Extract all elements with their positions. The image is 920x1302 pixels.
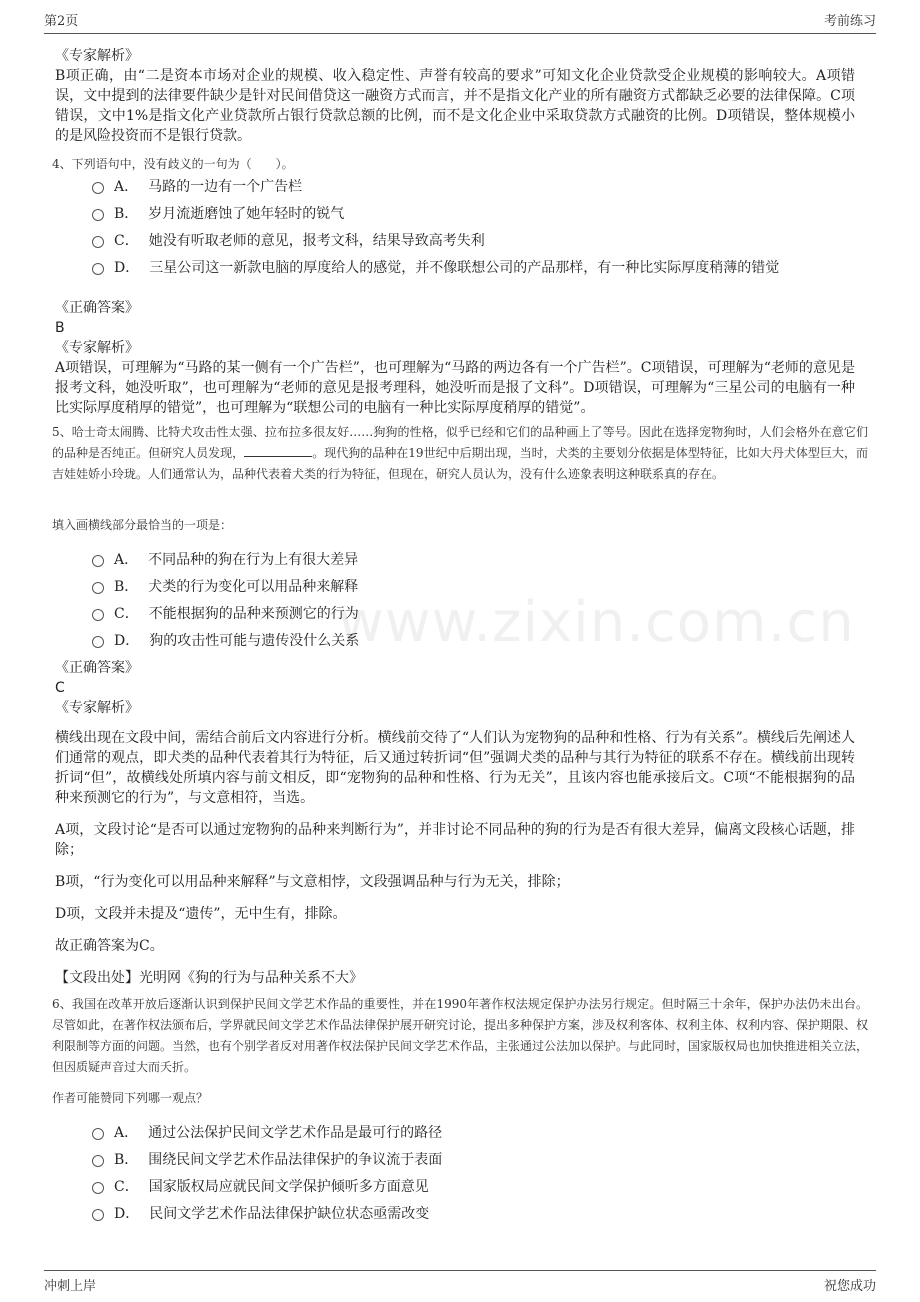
analysis-paragraph: B项，“行为变化可以用品种来解释”与文意相悖，文段强调品种与行为无关，排除； xyxy=(55,874,570,890)
q5-options xyxy=(92,545,852,653)
option-d[interactable]: D． 狗的攻击性可能与遗传没什么关系 xyxy=(92,626,852,653)
q6-prompt: 作者可能赞同下列哪一观点？ xyxy=(52,1091,209,1105)
option-d[interactable]: D． 三星公司这一新款电脑的厚度给人的感觉，并不像联想公司的产品那样，有一种比实际厚度稍薄的错觉 xyxy=(92,253,852,280)
radio-icon[interactable] xyxy=(92,209,104,221)
radio-icon[interactable] xyxy=(92,263,104,275)
option-a[interactable]: A． 马路的一边有一个广告栏 xyxy=(92,172,852,199)
q5-question: 5、哈士奇太闹腾、比特犬攻击性太强、拉布拉多很友好……狗狗的性格，似乎已经和它们的品种画上了等号。因此在选择宠物狗时，人们会格外在意它们的品种是否纯正。但研究人员发现， 。现代狗的品种在19世纪中后期出现，当时，犬类的主要划分依据是体型特征，比如大丹犬体型巨大，而吉娃娃娇小玲珑。人们通常认为，品种代表着犬类的行为特征，但现在，研究人员认为，没有什么迹象表明这种联系真的存在。 xyxy=(52,425,868,481)
watermark: www.zixin.com.cn xyxy=(338,590,855,655)
analysis-text: B项正确，由“二是资本市场对企业的规模、收入稳定性、声誉有较高的要求”可知文化企业贷款受企业规模的影响较大。A项错误，文中提到的法律要件缺少是针对民间借贷这一融资方式而言，并不是指文化产业的所有融资方式都缺乏必要的法律保障。C项错误，文中1%是指文化产业贷款所占银行贷款总额的比例，而不是文化企业中采取贷款方式融资的比例。D项错误，整体规模小的是风险投资而不是银行贷款。 xyxy=(55,68,855,144)
radio-icon[interactable] xyxy=(92,582,104,594)
radio-icon[interactable] xyxy=(92,609,104,621)
header-title: 考前练习 xyxy=(823,14,876,29)
radio-icon[interactable] xyxy=(92,1209,104,1221)
radio-icon[interactable] xyxy=(92,236,104,248)
analysis-paragraph: A项，文段讨论“是否可以通过宠物狗的品种来判断行为”，并非讨论不同品种的狗的行为是否有很大差异，偏离文段核心话题，排除； xyxy=(55,822,855,858)
analysis-paragraph: 横线出现在文段中间，需结合前后文内容进行分析。横线前交待了“人们认为宠物狗的品种和性格、行为有关系”。横线后先阐述人们通常的观点，即犬类的品种代表着其行为特征，后又通过转折词“但”强调犬类的品种与其行为特征的联系不存在。横线前出现转折词“但”，故横线处所填内容与前文相反，即“宠物狗的品种和性格、行为无关”，且该内容也能承接后文。C项“不能根据狗的品种来预测它的行为”，与文意相符，当选。 xyxy=(55,730,855,806)
analysis-text: A项错误，可理解为“马路的某一侧有一个广告栏”，也可理解为“马路的两边各有一个广告栏”。C项错误，可理解为“老师的意见是报考文科，她没听取”，也可理解为“老师的意见是报考理科，她没听而是报了文科”。D项错误，可理解为“三星公司的电脑有一种比实际厚度稍厚的错觉”，也可理解为“联想公司的电脑有一种比实际厚度稍厚的错觉”。 xyxy=(55,360,855,416)
answer-value: B xyxy=(55,320,65,336)
page-header xyxy=(44,10,876,34)
q4-question: 4、下列语句中，没有歧义的一句为（ ）。 xyxy=(52,157,294,171)
option-b[interactable]: B． 围绕民间文学艺术作品法律保护的争议流于表面 xyxy=(92,1145,852,1172)
answer-label: 《正确答案》 xyxy=(55,660,139,676)
fill-blank xyxy=(244,444,312,457)
option-c[interactable]: C． 国家版权局应就民间文学保护倾听多方面意见 xyxy=(92,1172,852,1199)
page-footer xyxy=(44,1270,876,1294)
q3-analysis-block xyxy=(55,46,855,146)
footer-left: 冲刺上岸 xyxy=(44,1279,97,1294)
q6-options xyxy=(92,1118,852,1226)
radio-icon[interactable] xyxy=(92,1155,104,1167)
option-c[interactable]: C． 她没有听取老师的意见，报考文科，结果导致高考失利 xyxy=(92,226,852,253)
analysis-paragraph: D项，文段并未提及“遗传”，无中生有，排除。 xyxy=(55,906,347,922)
radio-icon[interactable] xyxy=(92,1128,104,1140)
radio-icon[interactable] xyxy=(92,182,104,194)
q4-answer-block xyxy=(55,298,855,418)
analysis-label: 《专家解析》 xyxy=(55,48,139,64)
analysis-label: 《专家解析》 xyxy=(55,340,139,356)
q4-options xyxy=(92,172,852,280)
option-a[interactable]: A． 通过公法保护民间文学艺术作品是最可行的路径 xyxy=(92,1118,852,1145)
option-b[interactable]: B． 犬类的行为变化可以用品种来解释 xyxy=(92,572,852,599)
analysis-label: 《专家解析》 xyxy=(55,700,139,716)
page-number: 第2页 xyxy=(44,14,79,29)
answer-label: 《正确答案》 xyxy=(55,300,139,316)
option-b[interactable]: B． 岁月流逝磨蚀了她年轻时的锐气 xyxy=(92,199,852,226)
q5-prompt: 填入画横线部分最恰当的一项是： xyxy=(52,518,233,532)
option-a[interactable]: A． 不同品种的狗在行为上有很大差异 xyxy=(92,545,852,572)
option-d[interactable]: D． 民间文学艺术作品法律保护缺位状态亟需改变 xyxy=(92,1199,852,1226)
answer-value: C xyxy=(55,680,65,696)
radio-icon[interactable] xyxy=(92,1182,104,1194)
q6-question: 6、我国在改革开放后逐渐认识到保护民间文学艺术作品的重要性，并在1990年著作权法规定保护办法另行规定。但时隔三十余年，保护办法仍未出台。尽管如此，在著作权法颁布后，学界就民间文学艺术作品法律保护展开研究讨论，提出多种保护方案，涉及权利客体、权利主体、权利内容、保护期限、权利限制等方面的问题。当然，也有个别学者反对用著作权法保护民间文学艺术作品，主张通过公法加以保护。与此同时，国家版权局也加快推进相关立法，但因质疑声音过大而夭折。 xyxy=(52,997,869,1074)
option-c[interactable]: C． 不能根据狗的品种来预测它的行为 xyxy=(92,599,852,626)
radio-icon[interactable] xyxy=(92,555,104,567)
footer-right: 祝您成功 xyxy=(823,1279,876,1294)
source-line: 【文段出处】光明网《狗的行为与品种关系不大》 xyxy=(55,970,363,986)
analysis-paragraph: 故正确答案为C。 xyxy=(55,938,164,954)
q5-answer-block xyxy=(55,658,855,988)
radio-icon[interactable] xyxy=(92,636,104,648)
